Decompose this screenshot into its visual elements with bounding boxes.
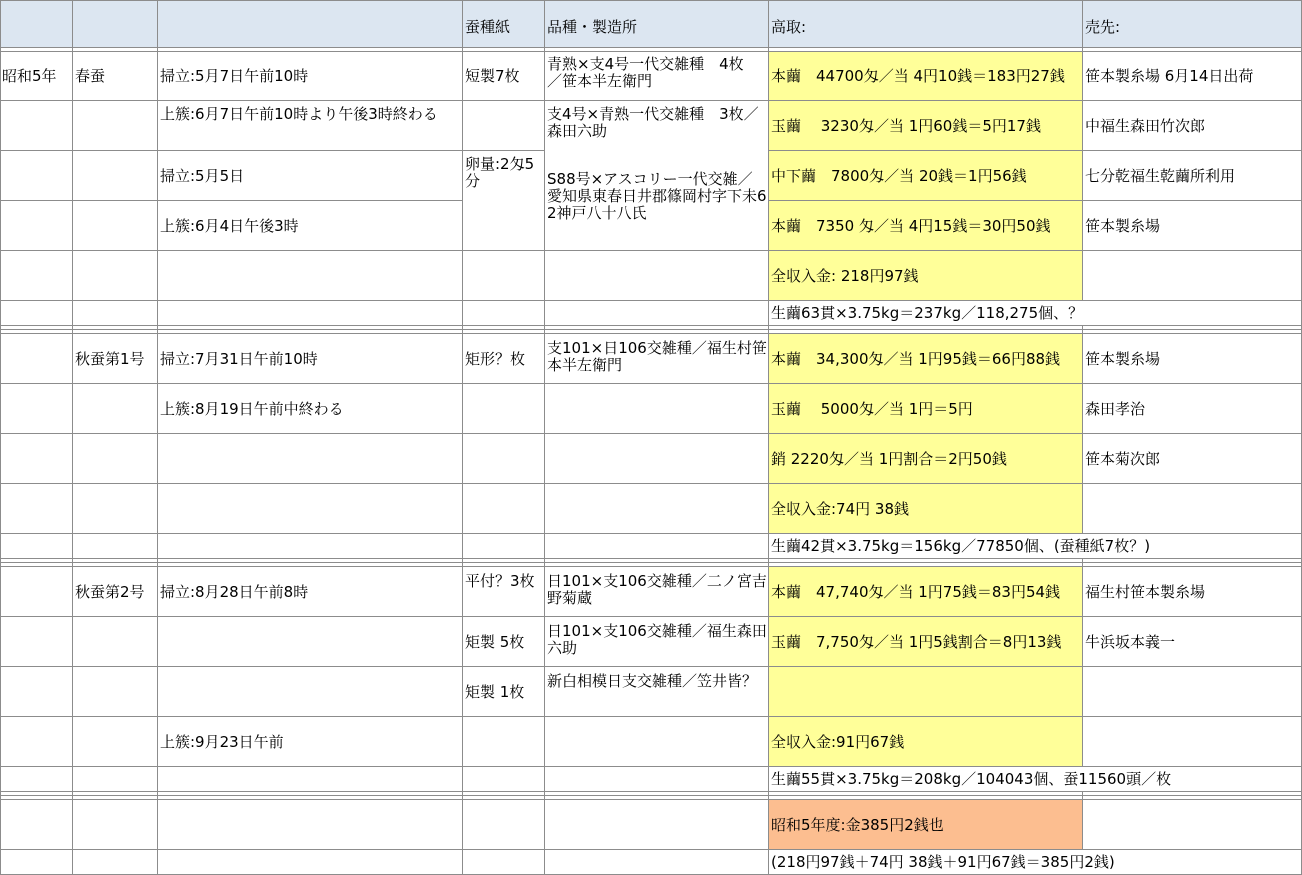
gridline [0,799,1302,800]
gridline [0,51,1302,52]
gridline [0,566,1302,567]
autumn2-r1-paper[interactable]: 平付？3枚 [465,572,535,590]
spring-r2-date[interactable]: 上簇:6月7日午前10時より午後3時終わる [160,105,438,123]
autumn1-r3-buyer[interactable]: 笹本菊次郎 [1085,449,1161,468]
autumn1-r2-buyer[interactable]: 森田孝治 [1085,399,1146,418]
spring-note[interactable]: 生繭63貫×3.75kg＝237kg／118,275個、？ [771,304,1084,322]
gridline [0,300,1302,301]
spring-r1-date[interactable]: 掃立:5月7日午前10時 [160,66,309,85]
gridline [0,329,1302,330]
gridline [0,383,1302,384]
gridline [0,333,1302,334]
autumn2-r2-variety[interactable]: 日101×支106交雑種／福生森田六助 [547,622,767,657]
autumn2-r1-yield[interactable]: 本繭 47,740匁／当 1円75銭＝83円54銭 [771,582,1061,601]
gridline [544,0,545,875]
autumn1-r3-yield[interactable]: 銷 2220匁／当 1円割合＝2円50銭 [771,449,1007,468]
spring-r2-yield[interactable]: 玉繭 3230匁／当 1円60銭＝5円17銭 [771,116,1041,135]
gridline [1082,558,1083,766]
gridline [0,616,1302,617]
spring-r1-buyer[interactable]: 笹本製糸場 6月14日出荷 [1085,66,1254,85]
gridline [72,0,73,875]
gridline [1082,0,1083,300]
gridline [0,795,1302,796]
gridline [0,100,1302,101]
annual-calc[interactable]: (218円97銭＋74円 38銭＋91円67銭＝385円2銭) [771,853,1115,871]
year-cell[interactable]: 昭和5年 [2,66,57,85]
autumn2-r1-date[interactable]: 掃立:8月28日午前8時 [160,582,309,601]
spring-r3-paper[interactable]: 卵量:2匁5分 [465,155,535,190]
spring-r4-yield[interactable]: 本繭 7350 匁／当 4円15銭＝30円50銭 [771,216,1051,235]
spring-r3-date[interactable]: 掃立:5月5日 [160,166,245,185]
gridline [0,849,1302,850]
gridline [768,0,769,875]
autumn1-note[interactable]: 生繭42貫×3.75kg＝156kg／77850個、(蚕種紙7枚？) [771,537,1151,555]
gridline [769,150,1302,151]
gridline [0,562,1302,563]
gridline [0,0,1,875]
autumn2-r2-buyer[interactable]: 牛浜坂本義一 [1085,632,1176,651]
spring-r2-buyer[interactable]: 中福生森田竹次郎 [1085,116,1206,135]
header-buyer[interactable]: 売先: [1085,17,1121,36]
gridline [0,766,1302,767]
gridline [0,150,545,151]
spring-r1-paper[interactable]: 短製7枚 [465,66,520,85]
season-spring[interactable]: 春蚕 [75,66,106,85]
autumn2-r2-yield[interactable]: 玉繭 7,750匁／当 1円5銭割合＝8円13銭 [771,632,1062,651]
season-autumn1[interactable]: 秋蚕第1号 [75,349,145,368]
header-yield[interactable]: 高取: [771,17,807,36]
spring-r1-yield[interactable]: 本繭 44700匁／当 4円10銭＝183円27銭 [771,66,1065,85]
gridline [0,483,1302,484]
autumn2-r4-date[interactable]: 上簇:9月23日午前 [160,732,284,751]
autumn1-r1-buyer[interactable]: 笹本製糸場 [1085,349,1161,368]
autumn2-note[interactable]: 生繭55貫×3.75kg＝208kg／104043個、蚕11560頭／枚 [771,770,1172,788]
gridline [157,0,158,875]
spring-r2-variety[interactable]: 支4号×青熟一代交雑種 3枚／森田六助 [547,105,759,140]
header-silkworm-paper[interactable]: 蚕種紙 [465,17,511,36]
annual-total[interactable]: 昭和5年度:金385円2銭也 [771,815,944,834]
autumn2-r3-variety[interactable]: 新白相模日支交雑種／笠井皆？ [547,672,758,690]
gridline [0,200,463,201]
gridline [0,0,1302,1]
autumn2-r1-buyer[interactable]: 福生村笹本製糸場 [1085,582,1206,601]
gridline [769,200,1302,201]
gridline [0,558,1302,559]
autumn2-total[interactable]: 全収入金:91円67銭 [771,732,905,751]
header-variety-maker[interactable]: 品種・製造所 [547,17,638,36]
spring-r4-buyer[interactable]: 笹本製糸場 [1085,216,1161,235]
autumn2-r3-paper[interactable]: 矩製 1枚 [465,682,525,701]
autumn1-r1-yield[interactable]: 本繭 34,300匁／当 1円95銭＝66円88銭 [771,349,1061,368]
gridline [1082,791,1083,849]
gridline [0,791,1302,792]
autumn2-r2-paper[interactable]: 矩製 5枚 [465,632,525,651]
gridline [462,0,463,875]
autumn1-r2-date[interactable]: 上簇:8月19日午前中終わる [160,399,344,418]
spring-r4-date[interactable]: 上簇:6月4日午後3時 [160,216,299,235]
gridline [0,250,1302,251]
gridline [0,716,1302,717]
spring-r3-yield[interactable]: 中下繭 7800匁／当 20銭＝1円56銭 [771,166,1027,185]
gridline [0,433,1302,434]
season-autumn2[interactable]: 秋蚕第2号 [75,582,145,601]
spring-r3-variety[interactable]: S88号×アスコリー一代交雑／愛知県東春日井郡篠岡村字下未62神戸八十八氏 [547,170,767,222]
gridline [0,666,1302,667]
gridline [0,47,1302,48]
spring-r1-variety[interactable]: 青熟×支4号一代交雑種 4枚 ／笹本半左衛門 [547,55,759,90]
spring-r3-buyer[interactable]: 七分乾福生乾繭所利用 [1085,166,1236,185]
gridline [1082,325,1083,533]
autumn1-r1-date[interactable]: 掃立:7月31日午前10時 [160,349,318,368]
autumn2-r1-variety[interactable]: 日101×支106交雑種／二ノ宮吉野菊蔵 [547,572,767,607]
spring-total[interactable]: 全収入金: 218円97銭 [771,266,919,285]
autumn1-r2-yield[interactable]: 玉繭 5000匁／当 1円＝5円 [771,399,973,418]
gridline [0,325,1302,326]
autumn1-total[interactable]: 全収入金:74円 38銭 [771,499,909,518]
autumn1-r1-paper[interactable]: 矩形？枚 [465,349,526,368]
autumn1-r1-variety[interactable]: 支101×日106交雑種／福生村笹本半左衛門 [547,339,767,374]
gridline [0,533,1302,534]
